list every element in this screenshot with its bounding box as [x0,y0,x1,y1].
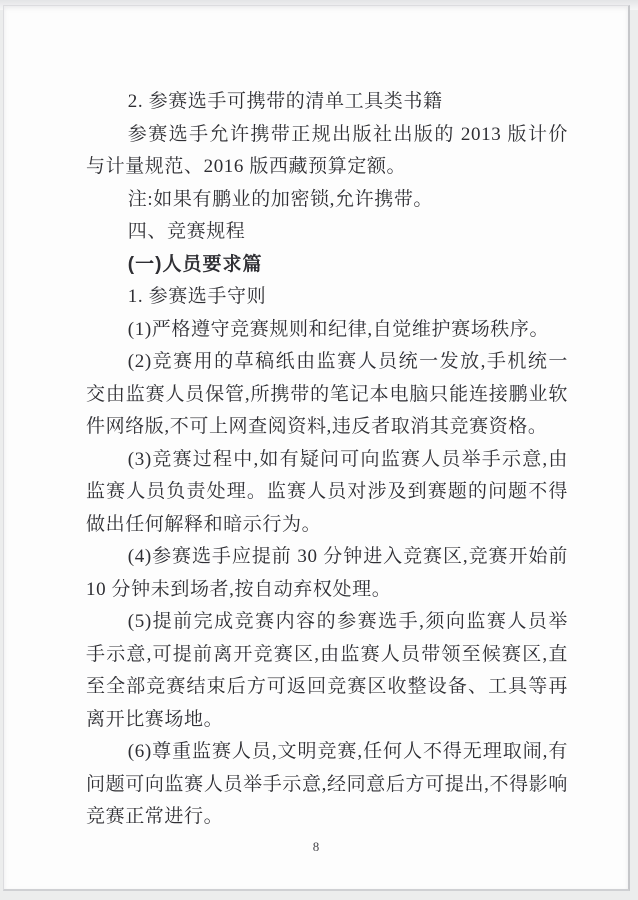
page-number: 8 [312,839,320,854]
para-allowed-books-detail: 参赛选手允许携带正规出版社出版的 2013 版计价与计量规范、2016 版西藏预算定额。 [86,123,568,177]
rule-1-discipline: (1)严格遵守竞赛规则和纪律,自觉维护赛场秩序。 [127,318,550,340]
rule-6-respect-staff: (6)尊重监赛人员,文明竞赛,任何人不得无理取闹,有问题可向监赛人员举手示意,经同意后方可提出,不得影响竞赛正常进行。 [86,741,568,827]
document-body [86,86,568,834]
para-note-dongle: 注:如果有鹏业的加密锁,允许携带。 [127,188,434,210]
rule-4-arrival-time: (4)参赛选手应提前 30 分钟进入竞赛区,竞赛开始前 10 分钟未到场者,按自动弃权处理。 [86,546,568,600]
item-heading-contestant-code: 1. 参赛选手守则 [127,286,267,307]
rule-3-questions: (3)竞赛过程中,如有疑问可向监赛人员举手示意,由监赛人员负责处理。监赛人员对涉及到赛题的问题不得做出任何解释和暗示行为。 [86,448,568,535]
rule-5-early-finish: (5)提前完成竞赛内容的参赛选手,须向监赛人员举手示意,可提前离开竞赛区,由监赛人员带领至候赛区,直至全部竞赛结束后方可返回竞赛区收整设备、工具等再离开比赛场地。 [86,611,568,730]
document-page [3,5,630,891]
section-heading-competition-rules: 四、竞赛规程 [127,221,246,242]
rule-2-materials-devices: (2)竞赛用的草稿纸由监赛人员统一发放,手机统一交由监赛人员保管,所携带的笔记本电脑只能连接鹏业软件网络版,不可上网查阅资料,违反者取消其竞赛资格。 [86,351,568,437]
subsection-heading-personnel-requirements: (一)人员要求篇 [127,253,263,275]
item-heading-allowed-books: 2. 参赛选手可携带的清单工具类书籍 [127,91,443,112]
